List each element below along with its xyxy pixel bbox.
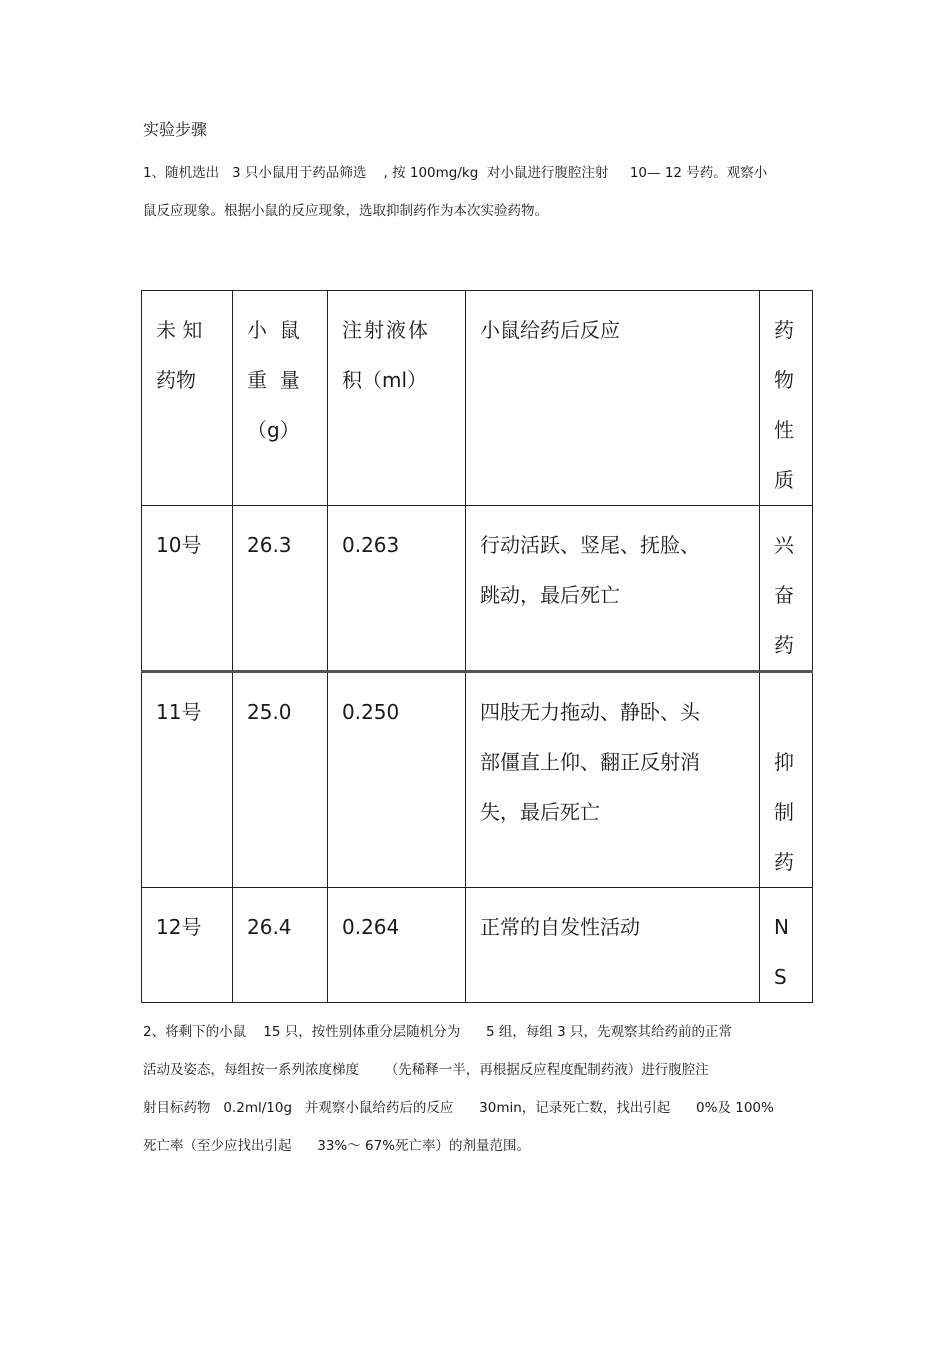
property-char: 抑 <box>774 750 794 774</box>
header-injection-volume <box>328 291 466 506</box>
property-char: N <box>774 915 789 939</box>
header-drug-property <box>760 291 813 506</box>
header-mouse-weight <box>233 291 328 506</box>
header-text: （g） <box>247 418 300 442</box>
step-2-line: 2、将剩下的小鼠 15 只，按性别体重分层随机分为 5 组，每组 3 只，先观察其给药前的正常 <box>143 1024 733 1040</box>
table-header-row <box>142 291 813 506</box>
step-2-line: 活动及姿态，每组按一系列浓度梯度 （先稀释一半，再根据反应程度配制药液）进行腹腔注 <box>143 1062 709 1078</box>
cell-property <box>760 888 813 1003</box>
header-text: 药 <box>774 318 794 342</box>
cell-weight: 25.0 <box>233 672 328 888</box>
header-text: 重 量 <box>247 368 300 392</box>
cell-reaction <box>466 506 760 672</box>
table-row <box>142 888 813 1003</box>
reaction-line: 行动活跃、竖尾、抚脸、 <box>480 533 700 557</box>
table-row <box>142 672 813 888</box>
section-title: 实验步骤 <box>143 120 208 139</box>
header-unknown-drug <box>142 291 233 506</box>
property-char: S <box>774 965 787 989</box>
reaction-line: 失，最后死亡 <box>480 800 600 824</box>
cell-reaction <box>466 672 760 888</box>
reaction-line: 跳动，最后死亡 <box>480 583 620 607</box>
cell-reaction <box>466 888 760 1003</box>
step-1-paragraph <box>143 154 818 230</box>
cell-property <box>760 506 813 672</box>
property-char <box>774 687 800 737</box>
table-row <box>142 506 813 672</box>
step-2-line: 死亡率（至少应找出引起 33%～ 67%死亡率）的剂量范围。 <box>143 1138 531 1154</box>
step-2-paragraph <box>143 1013 818 1165</box>
drug-screening-table <box>141 290 813 1003</box>
header-text: 积（ml） <box>342 368 428 392</box>
cell-volume: 0.250 <box>328 672 466 888</box>
cell-drug: 10号 <box>142 506 233 672</box>
step-2-line: 射目标药物 0.2ml/10g 并观察小鼠给药后的反应 30min，记录死亡数，找出引起 0%及 100% <box>143 1100 774 1116</box>
cell-volume: 0.263 <box>328 506 466 672</box>
header-text: 注射液体 <box>342 318 430 342</box>
property-char: 兴 <box>774 533 794 557</box>
cell-property <box>760 672 813 888</box>
reaction-line: 正常的自发性活动 <box>480 915 640 939</box>
property-char: 药 <box>774 633 794 657</box>
step-1-line: 1、随机选出 3 只小鼠用于药品筛选 , 按 100mg/kg 对小鼠进行腹腔注射 10— 12 号药。观察小 <box>143 165 768 181</box>
header-text: 质 <box>774 468 794 492</box>
cell-drug: 11号 <box>142 672 233 888</box>
property-char: 制 <box>774 800 794 824</box>
header-text: 物 <box>774 368 794 392</box>
header-text: 小 鼠 <box>247 318 300 342</box>
header-text: 药物 <box>156 368 196 392</box>
header-text: 性 <box>774 418 794 442</box>
property-char: 奋 <box>774 583 794 607</box>
reaction-line: 部僵直上仰、翻正反射消 <box>480 750 700 774</box>
reaction-line: 四肢无力拖动、静卧、头 <box>480 700 700 724</box>
property-char: 药 <box>774 850 794 874</box>
header-text: 未 知 <box>156 318 203 342</box>
cell-volume: 0.264 <box>328 888 466 1003</box>
step-1-line: 鼠反应现象。根据小鼠的反应现象，选取抑制药作为本次实验药物。 <box>143 203 548 219</box>
header-reaction: 小鼠给药后反应 <box>466 291 760 506</box>
cell-weight: 26.4 <box>233 888 328 1003</box>
cell-drug: 12号 <box>142 888 233 1003</box>
cell-weight: 26.3 <box>233 506 328 672</box>
